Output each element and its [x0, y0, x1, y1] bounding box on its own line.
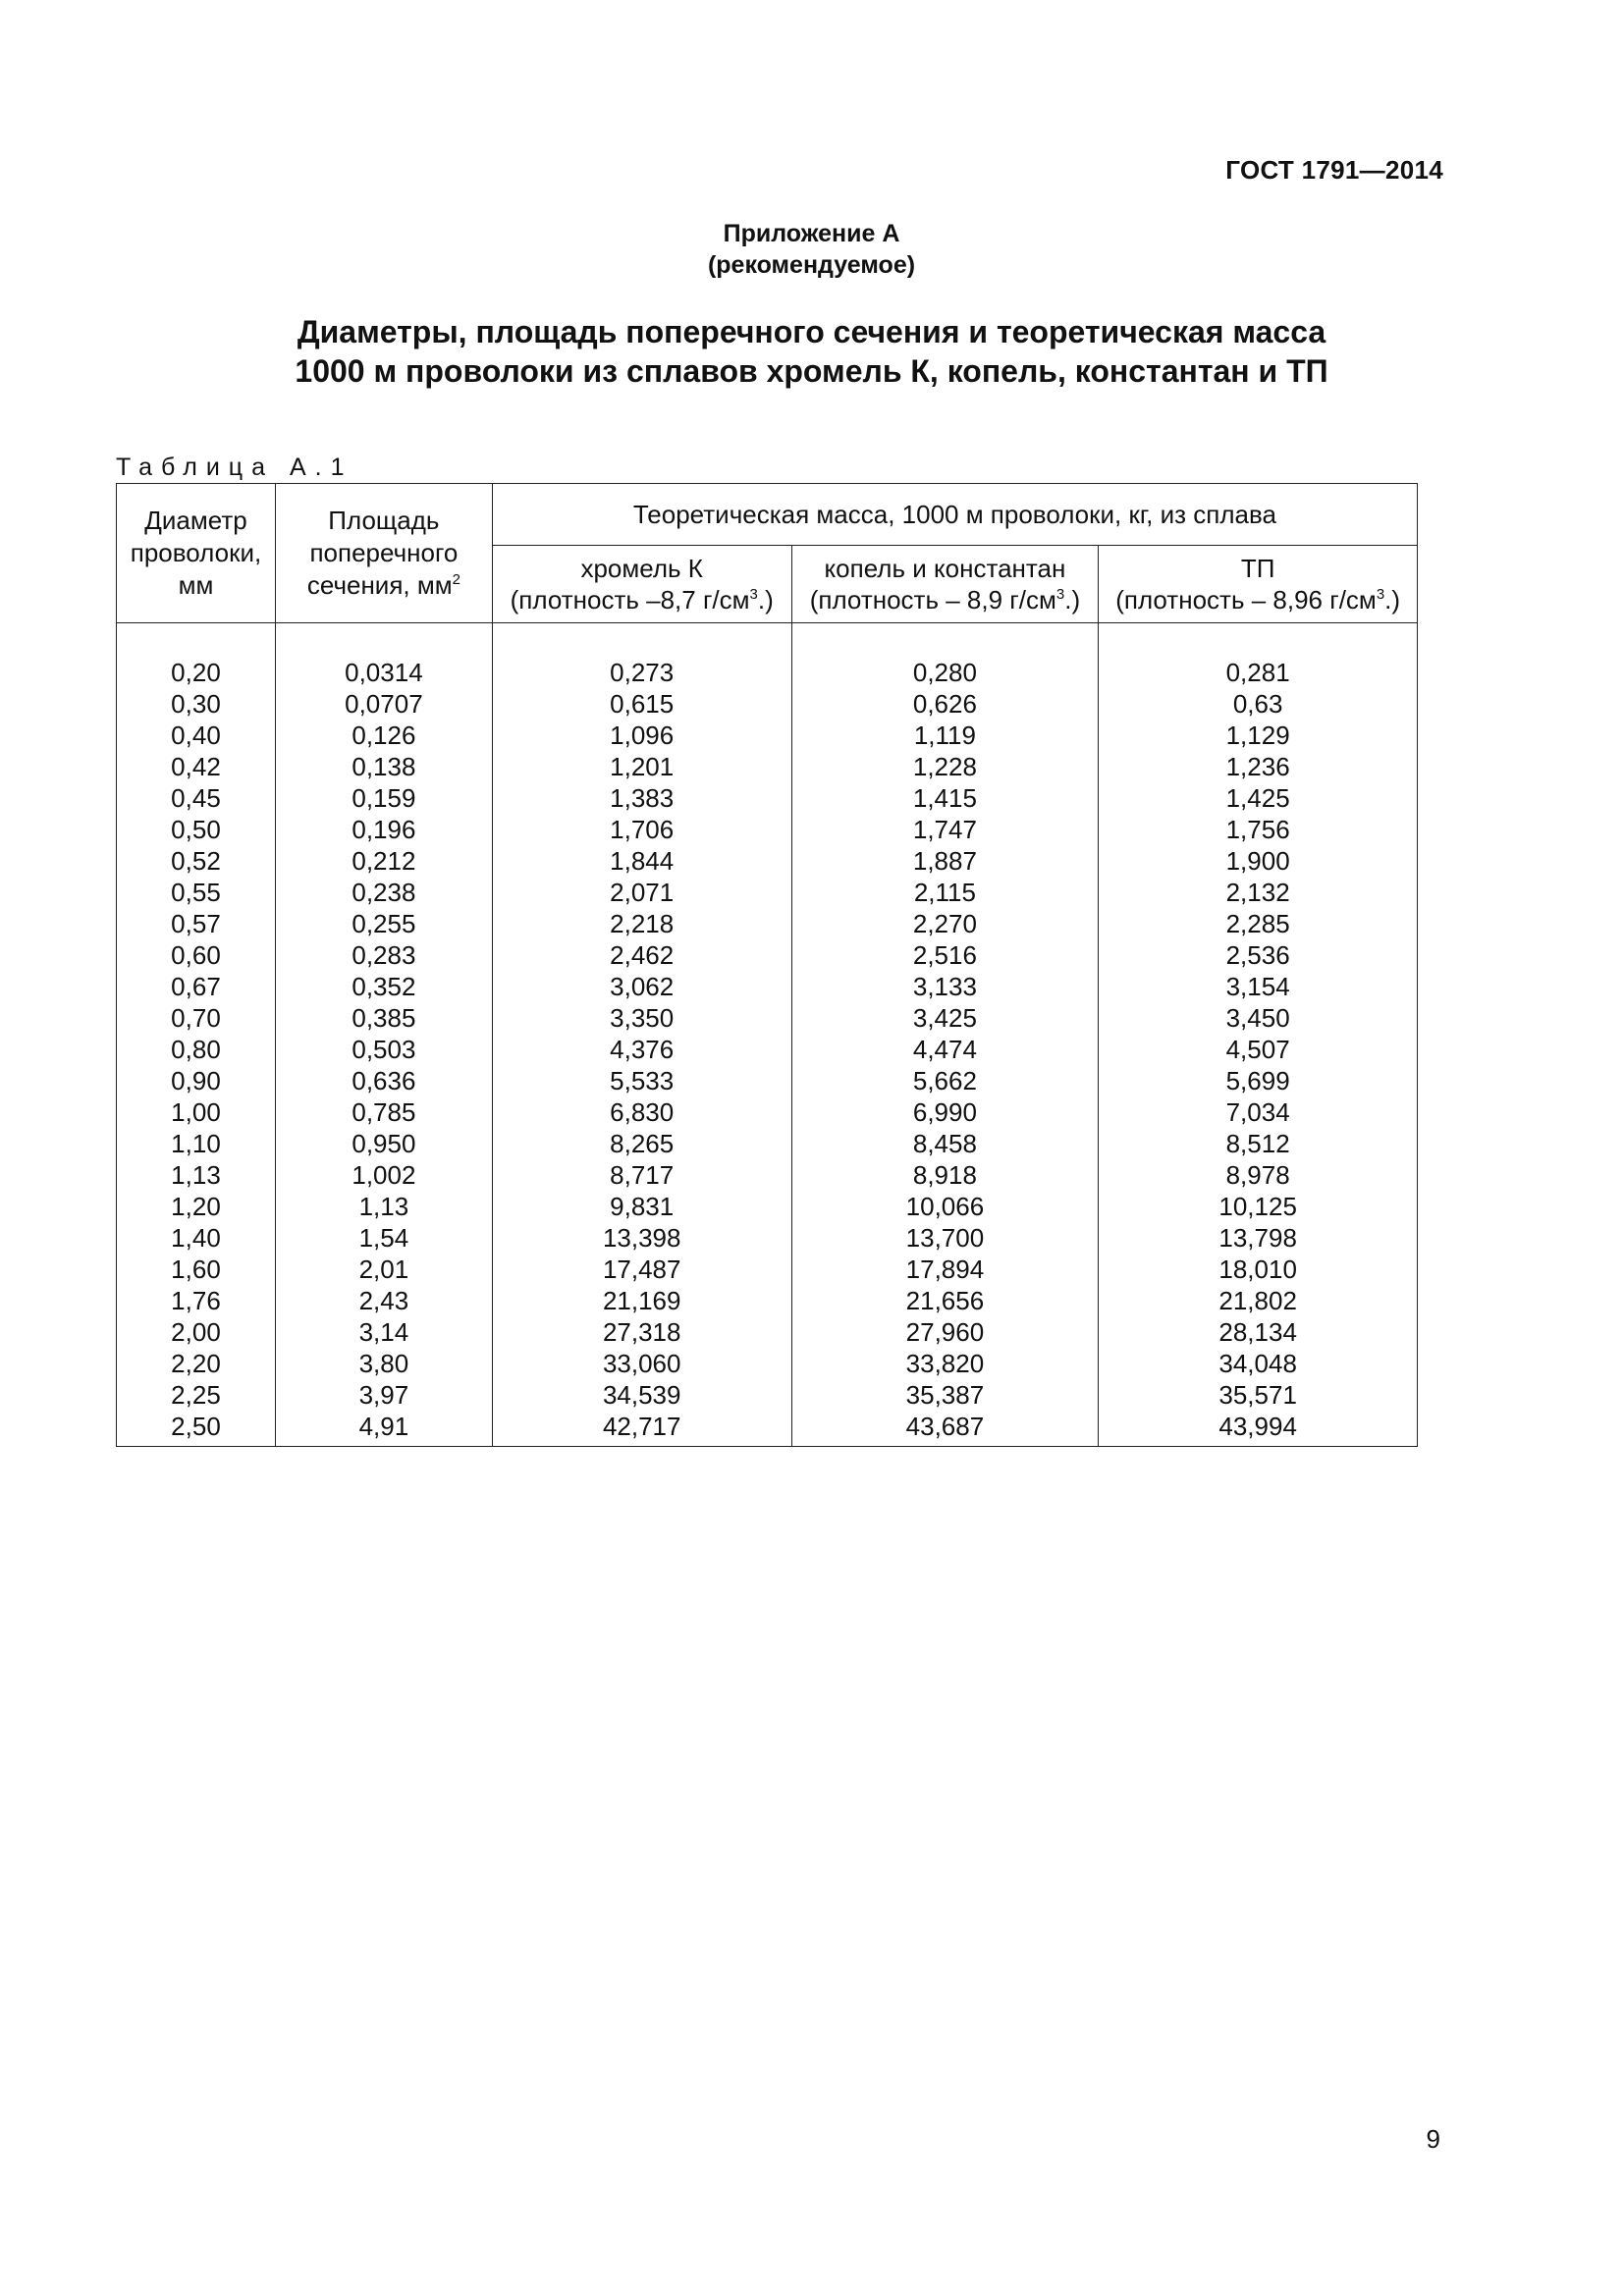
table-row [117, 971, 1418, 1002]
table-cell: 0,30 [117, 688, 276, 720]
table-cell: 2,285 [1099, 908, 1418, 939]
table-cell: 34,539 [492, 1379, 791, 1411]
table-cell: 4,376 [492, 1034, 791, 1065]
header-area: Площадь поперечного сечения, $мм^2$ [275, 484, 492, 623]
table-cell: 21,656 [791, 1285, 1099, 1316]
table-cell: 0,636 [275, 1065, 492, 1096]
table-cell: 35,571 [1099, 1379, 1418, 1411]
table-cell: 43,687 [791, 1411, 1099, 1447]
header-alloy-copel: копель и константан (плотность – 8,9 $г/см^3$.) [791, 546, 1099, 623]
title-line-2: 1000 м проволоки из сплавов хромель К, копель, константан и ТП [295, 353, 1328, 389]
table-cell: 1,236 [1099, 751, 1418, 782]
table-cell: 0,615 [492, 688, 791, 720]
table-body [117, 623, 1418, 1447]
table-cell: 4,474 [791, 1034, 1099, 1065]
table-cell: 3,062 [492, 971, 791, 1002]
table-cell: 0,503 [275, 1034, 492, 1065]
table-row [117, 688, 1418, 720]
table-cell: 5,662 [791, 1065, 1099, 1096]
table-row [117, 1191, 1418, 1222]
table-cell: 3,350 [492, 1002, 791, 1034]
table-cell: 2,50 [117, 1411, 276, 1447]
table-cell: 2,071 [492, 877, 791, 908]
table-cell: 6,830 [492, 1096, 791, 1128]
table-cell: 1,415 [791, 782, 1099, 814]
table-cell: 1,119 [791, 720, 1099, 751]
table-cell: 6,990 [791, 1096, 1099, 1128]
table-cell: 0,273 [492, 623, 791, 689]
table-cell: 2,516 [791, 939, 1099, 971]
table-cell: 21,802 [1099, 1285, 1418, 1316]
table-cell: 0,212 [275, 845, 492, 877]
table-row [117, 1222, 1418, 1254]
table-cell: 18,010 [1099, 1254, 1418, 1285]
page-number: 9 [1426, 2124, 1440, 2154]
table-cell: 43,994 [1099, 1411, 1418, 1447]
table-row [117, 1159, 1418, 1191]
table-cell: 0,283 [275, 939, 492, 971]
table-cell: 21,169 [492, 1285, 791, 1316]
table-row [117, 1002, 1418, 1034]
table-cell: 2,43 [275, 1285, 492, 1316]
table-cell: 1,756 [1099, 814, 1418, 845]
table-cell: 1,425 [1099, 782, 1418, 814]
table-cell: 28,134 [1099, 1316, 1418, 1348]
table-cell: 17,894 [791, 1254, 1099, 1285]
table-cell: 0,196 [275, 814, 492, 845]
table-label: Таблица А.1 [116, 454, 353, 481]
table-row [117, 1316, 1418, 1348]
table-cell: 8,978 [1099, 1159, 1418, 1191]
table-cell: 10,066 [791, 1191, 1099, 1222]
table-cell: 13,398 [492, 1222, 791, 1254]
table-cell: 13,798 [1099, 1222, 1418, 1254]
table-cell: 4,91 [275, 1411, 492, 1447]
table-cell: 0,0314 [275, 623, 492, 689]
table-cell: 2,115 [791, 877, 1099, 908]
table-cell: 1,40 [117, 1222, 276, 1254]
table-cell: 1,002 [275, 1159, 492, 1191]
table-cell: 1,00 [117, 1096, 276, 1128]
table-cell: 1,844 [492, 845, 791, 877]
table-row [117, 1065, 1418, 1096]
table-cell: 27,318 [492, 1316, 791, 1348]
table-cell: 0,67 [117, 971, 276, 1002]
table-cell: 2,25 [117, 1379, 276, 1411]
appendix-heading [0, 218, 1623, 281]
table-cell: 0,238 [275, 877, 492, 908]
appendix-title: Приложение А [723, 220, 900, 247]
table-cell: 0,52 [117, 845, 276, 877]
table-cell: 33,060 [492, 1348, 791, 1379]
table-cell: 10,125 [1099, 1191, 1418, 1222]
appendix-subtitle: (рекомендуемое) [707, 251, 916, 279]
table-cell: 13,700 [791, 1222, 1099, 1254]
table-cell: 0,57 [117, 908, 276, 939]
header-mass-group: Теоретическая масса, 1000 м проволоки, кг, из сплава [492, 484, 1417, 546]
table-cell: 1,13 [275, 1191, 492, 1222]
table-cell: 0,42 [117, 751, 276, 782]
table-cell: 3,450 [1099, 1002, 1418, 1034]
table-cell: 9,831 [492, 1191, 791, 1222]
table-row [117, 1096, 1418, 1128]
table-cell: 0,138 [275, 751, 492, 782]
table-cell: 2,536 [1099, 939, 1418, 971]
table-cell: 0,281 [1099, 623, 1418, 689]
header-diameter: Диаметр проволоки, мм [117, 484, 276, 623]
table-cell: 4,507 [1099, 1034, 1418, 1065]
table-cell: 0,40 [117, 720, 276, 751]
table-cell: 33,820 [791, 1348, 1099, 1379]
table-row [117, 877, 1418, 908]
table-cell: 1,76 [117, 1285, 276, 1316]
table-row [117, 845, 1418, 877]
table-cell: 0,255 [275, 908, 492, 939]
table-cell: 2,01 [275, 1254, 492, 1285]
table-cell: 2,462 [492, 939, 791, 971]
table-cell: 27,960 [791, 1316, 1099, 1348]
table-cell: 0,20 [117, 623, 276, 689]
table-cell: 0,126 [275, 720, 492, 751]
table-row [117, 1411, 1418, 1447]
table-cell: 0,60 [117, 939, 276, 971]
table-cell: 1,887 [791, 845, 1099, 877]
table-cell: 8,918 [791, 1159, 1099, 1191]
table-cell: 0,45 [117, 782, 276, 814]
table-cell: 1,129 [1099, 720, 1418, 751]
table-cell: 3,80 [275, 1348, 492, 1379]
table-cell: 0,55 [117, 877, 276, 908]
table-cell: 1,10 [117, 1128, 276, 1159]
table-cell: 7,034 [1099, 1096, 1418, 1128]
table-cell: 2,270 [791, 908, 1099, 939]
table-row [117, 1379, 1418, 1411]
table-cell: 8,458 [791, 1128, 1099, 1159]
table-cell: 1,383 [492, 782, 791, 814]
table-cell: 2,00 [117, 1316, 276, 1348]
table-cell: 0,0707 [275, 688, 492, 720]
table-cell: 1,201 [492, 751, 791, 782]
table-cell: 1,13 [117, 1159, 276, 1191]
table-cell: 5,699 [1099, 1065, 1418, 1096]
table-cell: 0,50 [117, 814, 276, 845]
table-cell: 0,70 [117, 1002, 276, 1034]
table-cell: 0,352 [275, 971, 492, 1002]
table-cell: 8,265 [492, 1128, 791, 1159]
table-cell: 1,706 [492, 814, 791, 845]
table-cell: 2,20 [117, 1348, 276, 1379]
table-cell: 1,54 [275, 1222, 492, 1254]
header-alloy-chromel: хромель К (плотность –8,7 $г/см^3$.) [492, 546, 791, 623]
table-row [117, 720, 1418, 751]
table-row [117, 939, 1418, 971]
table-row [117, 782, 1418, 814]
table-cell: 0,785 [275, 1096, 492, 1128]
table-cell: 1,096 [492, 720, 791, 751]
table-cell: 2,218 [492, 908, 791, 939]
table-cell: 34,048 [1099, 1348, 1418, 1379]
table-cell: 3,425 [791, 1002, 1099, 1034]
table-cell: 2,132 [1099, 877, 1418, 908]
table-row [117, 1034, 1418, 1065]
table-cell: 8,512 [1099, 1128, 1418, 1159]
table-cell: 0,63 [1099, 688, 1418, 720]
table-cell: 0,385 [275, 1002, 492, 1034]
table-row [117, 751, 1418, 782]
table-row [117, 623, 1418, 689]
table-cell: 1,747 [791, 814, 1099, 845]
table-row [117, 1254, 1418, 1285]
table-cell: 1,20 [117, 1191, 276, 1222]
table-cell: 0,159 [275, 782, 492, 814]
table-cell: 5,533 [492, 1065, 791, 1096]
table-cell: 0,280 [791, 623, 1099, 689]
table-cell: 0,626 [791, 688, 1099, 720]
table-cell: 3,14 [275, 1316, 492, 1348]
table-cell: 1,228 [791, 751, 1099, 782]
table-row [117, 814, 1418, 845]
table-cell: 3,97 [275, 1379, 492, 1411]
table-cell: 3,154 [1099, 971, 1418, 1002]
title-line-1: Диаметры, площадь поперечного сечения и теоретическая масса [297, 314, 1326, 349]
table-cell: 0,80 [117, 1034, 276, 1065]
table-row [117, 1285, 1418, 1316]
table-row [117, 1348, 1418, 1379]
table-cell: 1,60 [117, 1254, 276, 1285]
table-cell: 42,717 [492, 1411, 791, 1447]
table-cell: 35,387 [791, 1379, 1099, 1411]
section-title [0, 312, 1623, 391]
table-cell: 0,90 [117, 1065, 276, 1096]
header-alloy-tp: ТП (плотность – 8,96 $г/см^3$.) [1099, 546, 1418, 623]
table-cell: 1,900 [1099, 845, 1418, 877]
table-cell: 17,487 [492, 1254, 791, 1285]
table-cell: 0,950 [275, 1128, 492, 1159]
table-row [117, 1128, 1418, 1159]
table-row [117, 908, 1418, 939]
wire-mass-table [116, 483, 1418, 1447]
table-cell: 8,717 [492, 1159, 791, 1191]
table-cell: 3,133 [791, 971, 1099, 1002]
document-code: ГОСТ 1791—2014 [1225, 155, 1443, 185]
